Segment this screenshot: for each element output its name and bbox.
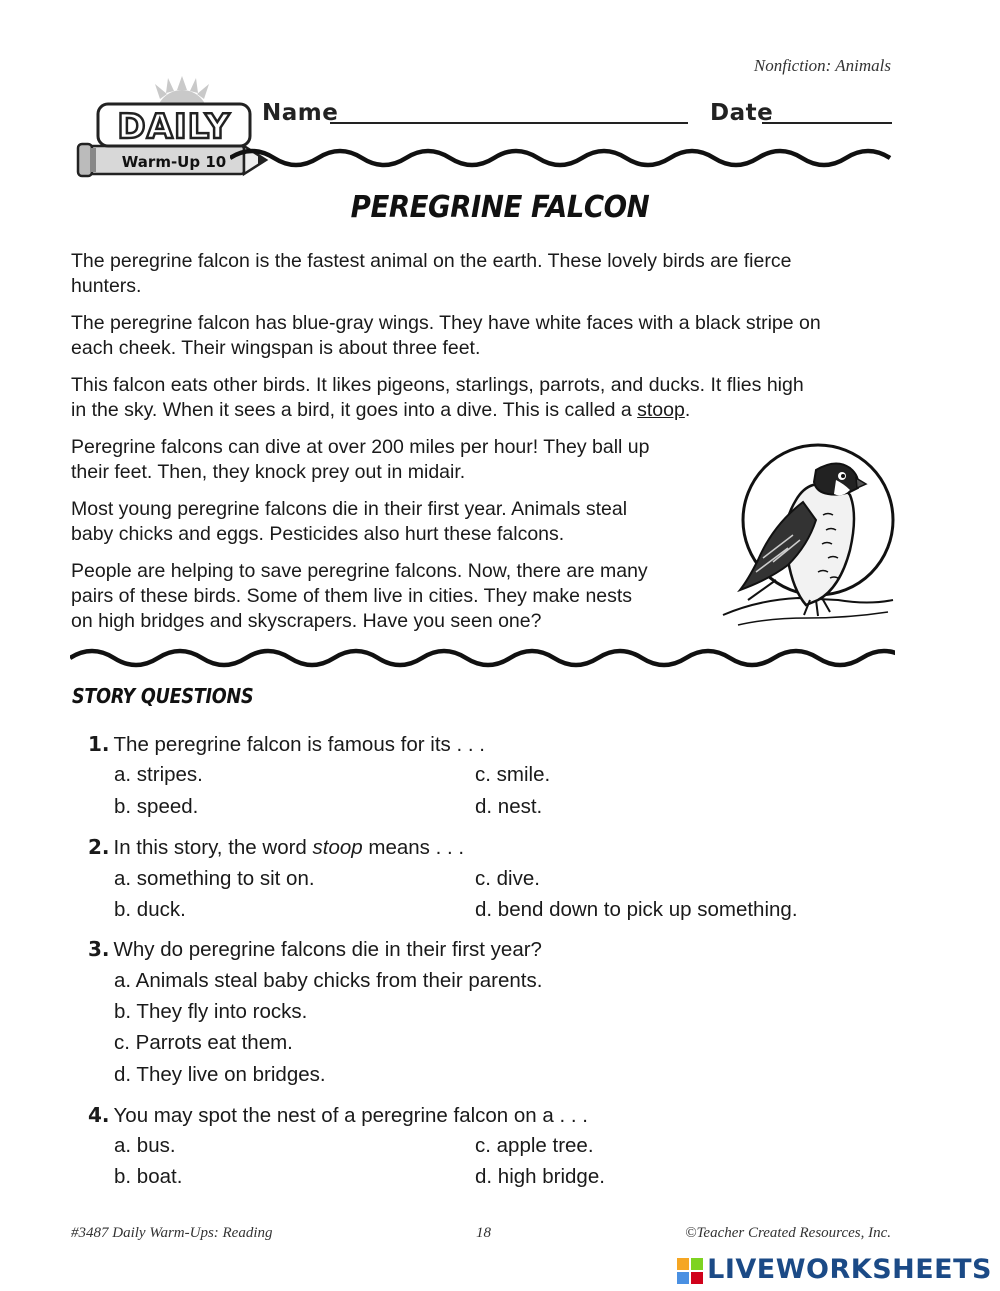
badge-main-text: DAILY [117, 107, 231, 147]
q1-option-b[interactable]: b. speed. [114, 795, 199, 818]
q3-option-c[interactable]: c. Parrots eat them. [114, 1031, 293, 1054]
stoop-word: stoop [637, 399, 685, 421]
question-3: 3. Why do peregrine falcons die in their first year? [88, 937, 542, 961]
falcon-illustration-icon [718, 440, 896, 635]
paragraph-3: This falcon eats other birds. It likes pigeons, starlings, parrots, and ducks. It flies high in the sky. When it sees a bird, it goes into a dive. This is called a stoop. [71, 374, 804, 421]
footer-page-number: 18 [476, 1225, 491, 1241]
q2-option-c[interactable]: c. dive. [475, 867, 540, 890]
q3-option-a[interactable]: a. Animals steal baby chicks from their parents. [114, 969, 543, 992]
q2-option-b[interactable]: b. duck. [114, 898, 186, 921]
question-2: 2. In this story, the word stoop means . . . [88, 835, 465, 859]
q1-option-c[interactable]: c. smile. [475, 763, 551, 786]
question-4: 4. You may spot the nest of a peregrine falcon on a . . . [88, 1103, 588, 1127]
story-questions-title: STORY QUESTIONS [72, 684, 254, 708]
page-title: PEREGRINE FALCON [350, 190, 650, 225]
question-1: 1. The peregrine falcon is famous for its . . . [88, 732, 485, 756]
name-label: Name [262, 100, 339, 126]
q2-option-d[interactable]: d. bend down to pick up something. [475, 898, 798, 921]
q1-option-d[interactable]: d. nest. [475, 795, 543, 818]
badge-sub-text: Warm-Up 10 [121, 153, 227, 171]
liveworksheets-watermark: LIVEWORKSHEETS [677, 1254, 992, 1285]
q4-option-a[interactable]: a. bus. [114, 1134, 176, 1157]
date-field[interactable] [762, 122, 892, 124]
wavy-divider-top [230, 140, 895, 170]
date-label: Date [710, 100, 774, 126]
paragraph-2: The peregrine falcon has blue-gray wings. They have white faces with a black stripe on each cheek. Their wingspan is about three feet. [71, 312, 821, 359]
q1-option-a[interactable]: a. stripes. [114, 763, 203, 786]
footer-book-title: #3487 Daily Warm-Ups: Reading [71, 1225, 273, 1241]
wavy-divider-middle [70, 644, 895, 674]
q3-option-d[interactable]: d. They live on bridges. [114, 1063, 326, 1086]
footer-copyright: ©Teacher Created Resources, Inc. [685, 1225, 891, 1241]
paragraph-6: People are helping to save peregrine falcons. Now, there are many pairs of these birds. Some of them live in cities. They make nests on high bridges and skyscrapers. Have you seen one? [71, 560, 648, 632]
liveworksheets-logo-icon [677, 1258, 703, 1284]
q4-option-b[interactable]: b. boat. [114, 1165, 183, 1188]
q4-option-d[interactable]: d. high bridge. [475, 1165, 605, 1188]
name-field[interactable] [330, 122, 688, 124]
category-label: Nonfiction: Animals [753, 56, 891, 75]
q3-option-b[interactable]: b. They fly into rocks. [114, 1000, 308, 1023]
paragraph-1: The peregrine falcon is the fastest animal on the earth. These lovely birds are fierce hunters. [71, 250, 792, 297]
paragraph-5: Most young peregrine falcons die in their first year. Animals steal baby chicks and eggs. Pesticides also hurt these falcons. [71, 498, 628, 545]
q2-option-a[interactable]: a. something to sit on. [114, 867, 315, 890]
q4-option-c[interactable]: c. apple tree. [475, 1134, 594, 1157]
paragraph-4: Peregrine falcons can dive at over 200 miles per hour! They ball up their feet. Then, they knock prey out in midair. [71, 436, 650, 483]
